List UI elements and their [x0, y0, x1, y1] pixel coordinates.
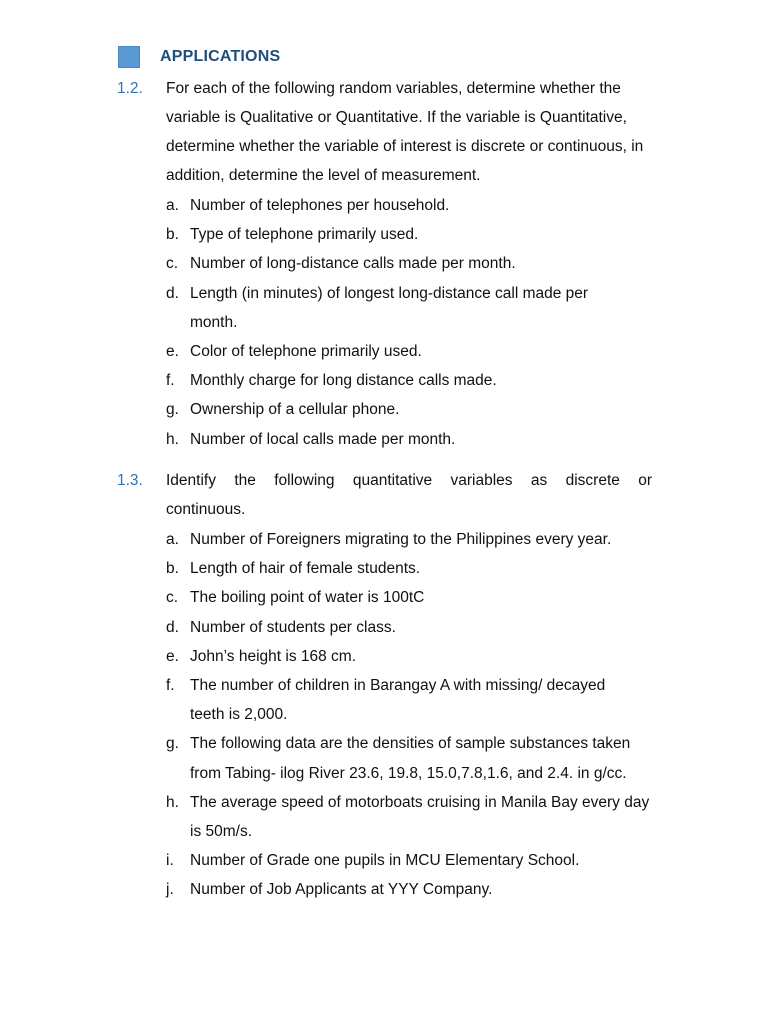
- item-text: Ownership of a cellular phone.: [190, 401, 400, 419]
- question-stem: [166, 466, 652, 524]
- section-heading: [118, 44, 280, 70]
- item-text: Monthly charge for long distance calls made.: [190, 372, 497, 390]
- list-item: [0, 642, 768, 671]
- list-item: [0, 846, 768, 875]
- question-1-2-items: [0, 191, 768, 454]
- question-number: 1.2.: [117, 80, 143, 97]
- item-label: j.: [166, 881, 174, 899]
- item-text: The boiling point of water is 100tC: [190, 589, 425, 607]
- item-label: e.: [166, 343, 179, 361]
- item-label: b.: [166, 560, 179, 578]
- item-label: b.: [166, 226, 179, 244]
- item-label: a.: [166, 197, 179, 214]
- item-text: Number of local calls made per month.: [190, 430, 456, 448]
- item-label: i.: [166, 852, 174, 870]
- item-text: The following data are the densities of sample substances taken from Tabing- ilog River 23.6, 19.8, 15.0,7.8,1.6, and 2.4. in g/cc.: [190, 735, 631, 782]
- item-text: The number of children in Barangay A with missing/ decayed teeth is 2,000.: [190, 677, 606, 724]
- question-stem-line: continuous.: [166, 501, 246, 518]
- list-item: [0, 395, 768, 424]
- list-item: [0, 525, 768, 554]
- item-label: f.: [166, 677, 175, 695]
- item-label: c.: [166, 589, 179, 607]
- list-item: [0, 875, 768, 904]
- item-label: g.: [166, 735, 179, 753]
- question-number: 1.3.: [117, 472, 143, 489]
- item-text: John’s height is 168 cm.: [190, 647, 357, 665]
- item-label: d.: [166, 618, 179, 636]
- question-stem: For each of the following random variables, determine whether the variable is Qualitative or Quantitative. If the variable is Quantitative, determine whether the variable of interest is discrete or continuous, in addition, determine the level of measurement.: [166, 80, 644, 184]
- item-text: Color of telephone primarily used.: [190, 343, 422, 361]
- question-stem-line: Identify the following quantitative variables as discrete or: [166, 472, 652, 489]
- list-item: [0, 425, 768, 454]
- list-item: [0, 671, 768, 729]
- list-item: [0, 613, 768, 642]
- list-item: [0, 249, 768, 278]
- item-text: Number of Job Applicants at YYY Company.: [190, 881, 493, 899]
- list-item: [0, 191, 768, 220]
- list-item: [0, 788, 768, 846]
- list-item: [0, 554, 768, 583]
- item-text: Number of students per class.: [190, 618, 396, 636]
- item-text: Length of hair of female students.: [190, 560, 421, 578]
- item-label: c.: [166, 255, 179, 273]
- item-text: Type of telephone primarily used.: [190, 226, 419, 244]
- item-text: Number of Grade one pupils in MCU Elementary School.: [190, 852, 580, 870]
- item-label: f.: [166, 372, 175, 390]
- heading-square-icon: [118, 46, 140, 68]
- item-text: Number of telephones per household.: [190, 197, 450, 214]
- item-text: The average speed of motorboats cruising in Manila Bay every day is 50m/s.: [190, 793, 650, 841]
- item-text: Length (in minutes) of longest long-distance call made per month.: [190, 284, 589, 331]
- item-label: h.: [166, 793, 179, 811]
- item-label: g.: [166, 401, 179, 419]
- list-item: [0, 583, 768, 612]
- list-item: [0, 220, 768, 249]
- item-label: e.: [166, 647, 179, 665]
- list-item: [0, 337, 768, 366]
- heading-title: APPLICATIONS: [160, 48, 281, 65]
- item-text: Number of Foreigners migrating to the Philippines every year.: [190, 531, 612, 548]
- question-1-3-items: [0, 525, 768, 905]
- item-label: a.: [166, 531, 179, 548]
- item-text: Number of long-distance calls made per month.: [190, 255, 516, 273]
- list-item: [0, 729, 768, 787]
- list-item: [0, 366, 768, 395]
- list-item: [0, 279, 768, 337]
- item-label: d.: [166, 284, 179, 302]
- item-label: h.: [166, 430, 179, 448]
